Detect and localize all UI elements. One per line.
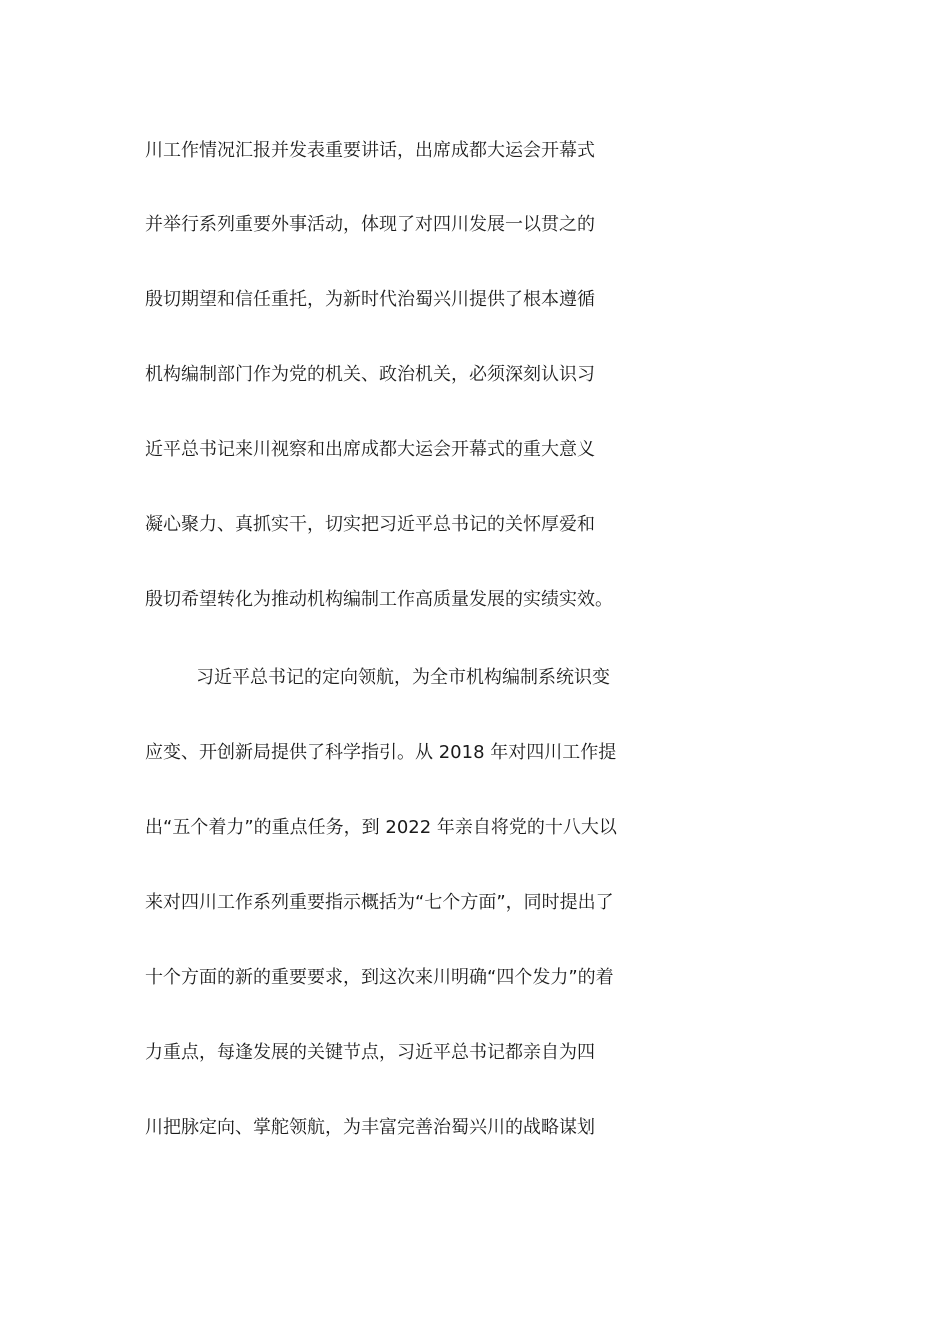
text-line-4: 机构编制部门作为党的机关、政治机关，必须深刻认识习 — [145, 364, 595, 385]
text-line-12: 十个方面的新的重要要求，到这次来川明确“四个发力”的着 — [145, 967, 614, 988]
text-line-10: 出“五个着力”的重点任务，到 2022 年亲自将党的十八大以 — [145, 817, 617, 838]
text-line-7: 殷切希望转化为推动机构编制工作高质量发展的实绩实效。 — [145, 589, 613, 610]
text-line-13: 力重点，每逢发展的关键节点，习近平总书记都亲自为四 — [145, 1042, 595, 1063]
paragraph-first-line: 习近平总书记的定向领航，为全市机构编制系统识变 — [196, 667, 610, 688]
text-line-5: 近平总书记来川视察和出席成都大运会开幕式的重大意义 — [145, 439, 595, 460]
text-line-2: 并举行系列重要外事活动，体现了对四川发展一以贯之的 — [145, 214, 595, 235]
text-line-11: 来对四川工作系列重要指示概括为“七个方面”，同时提出了 — [145, 892, 614, 913]
text-line-14: 川把脉定向、掌舵领航，为丰富完善治蜀兴川的战略谋划 — [145, 1117, 595, 1138]
text-line-9: 应变、开创新局提供了科学指引。从 2018 年对四川工作提 — [145, 742, 617, 763]
text-line-1: 川工作情况汇报并发表重要讲话，出席成都大运会开幕式 — [145, 140, 595, 161]
text-line-6: 凝心聚力、真抓实干，切实把习近平总书记的关怀厚爱和 — [145, 514, 595, 535]
text-line-3: 殷切期望和信任重托，为新时代治蜀兴川提供了根本遵循 — [145, 289, 595, 310]
